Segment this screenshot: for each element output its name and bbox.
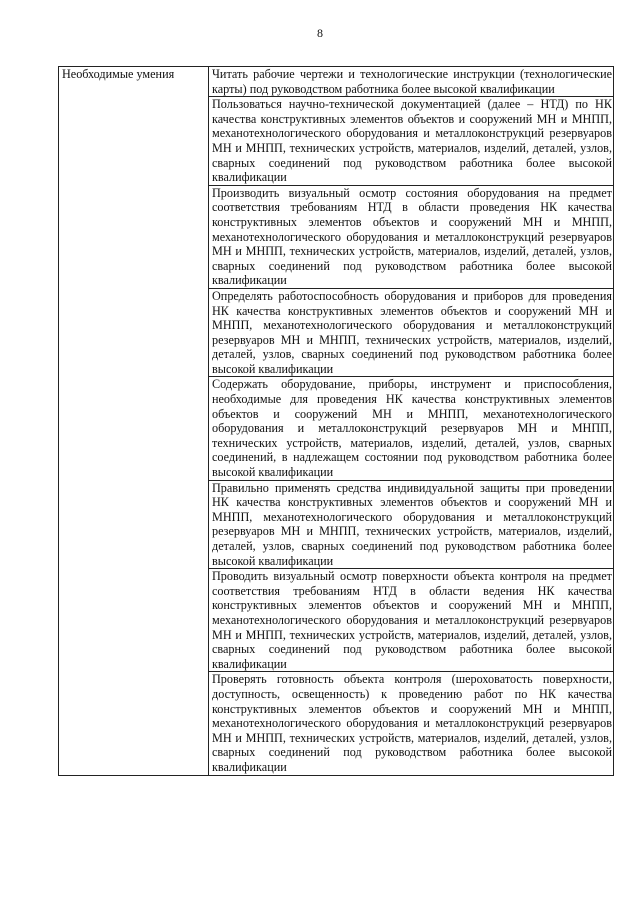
- skill-item: [209, 480, 614, 569]
- skill-text: Производить визуальный осмотр состояния оборудования на предмет соответствия требованиям НТД в области проведения НК качества конструктивных элементов объектов и сооружений МН и МНПП, механотехнологического оборудования и металлоконструкций резервуаров МН и МНПП, технических устройств, материалов, изделий, деталей, узлов, сварных соединений под руководством работника более высокой квалификации: [212, 185, 612, 288]
- skill-text: Определять работоспособность оборудования и приборов для проведения НК качества конструктивных элементов объектов и сооружений МН и МНПП, механотехнологического оборудования и металлоконструкций резервуаров МН и МНПП, технических устройств, материалов, изделий, деталей, узлов, сварных соединений под руководством работника более высокой квалификации: [212, 288, 612, 376]
- skill-item: [209, 97, 614, 186]
- page-number: 8: [317, 26, 323, 40]
- table-row: [59, 67, 614, 97]
- skill-item: [209, 569, 614, 672]
- skill-text: Проводить визуальный осмотр поверхности объекта контроля на предмет соответствия требованиям НТД в области ведения НК качества конструктивных элементов объектов и сооружений МН и МНПП, механотехнологического оборудования и металлоконструкций резервуаров МН и МНПП, технических устройств, материалов, изделий, деталей, узлов, сварных соединений под руководством работника более высокой квалификации: [212, 569, 612, 671]
- skill-item: [209, 672, 614, 775]
- skill-item: [209, 377, 614, 480]
- skill-item: [209, 185, 614, 288]
- section-label: Необходимые умения: [59, 67, 209, 776]
- skills-table: [58, 66, 614, 776]
- skill-text: Проверять готовность объекта контроля (шероховатость поверхности, доступность, освещенность) к проведению работ по НК качества конструктивных элементов объектов и сооружений МН и МНПП, механотехнологического оборудования и металлоконструкций резервуаров МН и МНПП, технических устройств, материалов, изделий, деталей, узлов, сварных соединений под руководством работника более высокой квалификации: [212, 672, 612, 774]
- skill-text: Пользоваться научно-технической документацией (далее – НТД) по НК качества конструктивных элементов объектов и сооружений МН и МНПП, механотехнологического оборудования и металлоконструкций резервуаров МН и МНПП, технических устройств, материалов, изделий, деталей, узлов, сварных соединений под руководством работника более высокой квалификации: [212, 97, 612, 185]
- skill-text: Правильно применять средства индивидуальной защиты при проведении НК качества конструктивных элементов объектов и сооружений МН и МНПП, механотехнологического оборудования и металлоконструкций резервуаров МН и МНПП, технических устройств, материалов, изделий, деталей, узлов, сварных соединений под руководством работника более высокой квалификации: [212, 480, 612, 568]
- skill-text: Читать рабочие чертежи и технологические инструкции (технологические карты) под руководством работника более высокой квалификации: [212, 67, 612, 96]
- skill-item: [209, 288, 614, 377]
- skill-item: [209, 67, 614, 97]
- skill-text: Содержать оборудование, приборы, инструмент и приспособления, необходимые для проведения НК качества конструктивных элементов объектов и сооружений МН и МНПП, механотехнологического оборудования и металлоконструкций резервуаров МН и МНПП, технических устройств, материалов, изделий, деталей, узлов, сварных соединений, в надлежащем состоянии под руководством работника более высокой квалификации: [212, 377, 612, 480]
